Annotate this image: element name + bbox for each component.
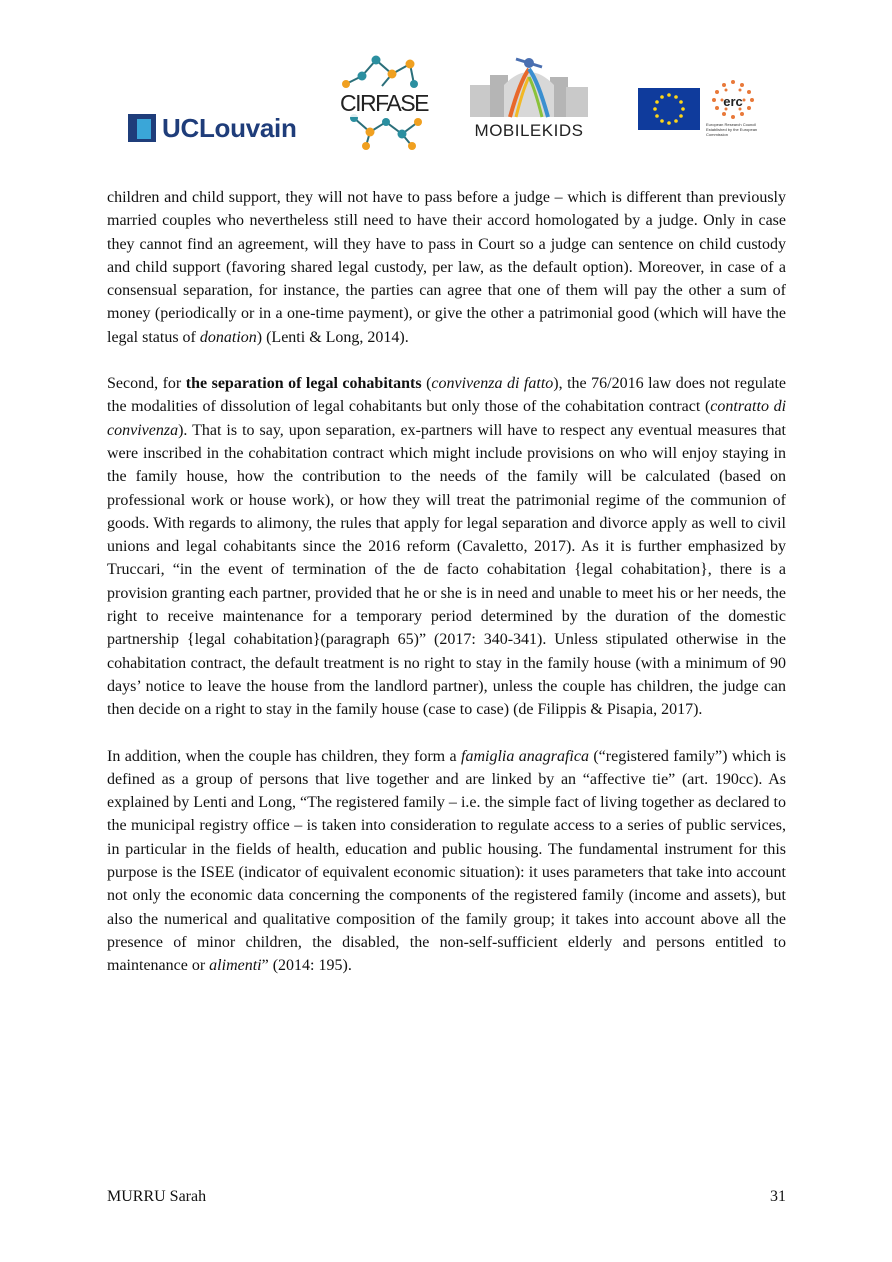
mobilekids-wordmark: MOBILEKIDS: [474, 121, 584, 140]
p2-italic-contratto: contratto di convivenza: [107, 398, 787, 439]
mobilekids-logo: [460, 55, 598, 145]
cirfase-logo: [336, 52, 432, 152]
p1-text-b: ) (Lenti & Long, 2014).: [256, 328, 409, 346]
p1-text-a: children and child support, they will not have to pass before a judge – which is different than previously married couples who nevertheless still need to have their accord homologated by a judge. Only in case they cannot find an agreement, will they have to pass in Court so a judge can sentence on child custody and child support (favoring shared legal custody, per law, as the default option). Moreover, in case of a consensual separation, for instance, the parties can agree that one of them will pay the other a sum of money (periodically or in a one-time payment), or give the other a patrimonial good (which will have the legal status of: [107, 189, 786, 346]
uclouvain-wordmark: UCLouvain: [162, 112, 297, 143]
p2-text-b: (: [421, 375, 432, 393]
erc-full-name: European Research Council: [706, 122, 757, 127]
p2-text-c: ), the 76/2016 law does not regulate the modalities of dissolution of legal cohabitants but only those of the cohabitation contract (: [107, 375, 787, 416]
p3-italic-alimenti: alimenti: [209, 957, 262, 975]
header-logos: [0, 0, 892, 170]
p2-text-a: Second, for: [107, 375, 186, 393]
uclouvain-mark-icon: [128, 114, 156, 142]
paragraph-1: [107, 186, 786, 349]
erc-logo: [704, 76, 776, 138]
uclouvain-logo: [128, 111, 297, 145]
p2-bold-heading: the separation of legal cohabitants: [185, 375, 422, 393]
page-number: 31: [770, 1188, 786, 1205]
p2-italic-convivenza: convivenza di fatto: [431, 375, 554, 393]
erc-caption: [706, 122, 776, 137]
erc-wordmark: erc: [723, 94, 743, 109]
p2-text-d: ). That is to say, upon separation, ex-partners will have to respect any eventual measures that were inscribed in the cohabitation contract which might include provisions on who will enjoy staying in the family house, how the contribution to the needs of the family will be calculated (based on professional work or house work), or how they will treat the patrimonial regime of the communion of goods. With regards to alimony, the rules that apply for legal separation and divorce apply as well to civil unions and legal cohabitants since the 2016 reform (Cavaletto, 2017). As it is further emphasized by Truccari, “in the event of termination of the de facto cohabitation {legal cohabitation}, there is a provision granting each partner, provided that he or she is in need and unable to meet his or her needs, the right to receive maintenance for a temporary period determined by the duration of the domestic partnership {legal cohabitation}(paragraph 65)” (2017: 340-341). Unless stipulated otherwise in the cohabitation contract, the default treatment is no right to stay in the family house (with a minimum of 90 days’ notice to leave the house from the landlord partner), unless the couple has children, the judge can then decide on a right to stay in the family house (case to case) (de Filippis & Pisapia, 2017).: [107, 421, 786, 719]
mobilekids-buildings-icon: [460, 55, 598, 121]
paragraph-3: [107, 745, 786, 978]
body-text: [107, 186, 786, 1001]
p3-text-a: In addition, when the couple has children, they form a: [107, 747, 462, 765]
p3-italic-famiglia: famiglia anagrafica: [461, 747, 589, 765]
footer-author: MURRU Sarah: [107, 1188, 207, 1205]
eu-flag-icon: [638, 88, 700, 130]
paragraph-2: [107, 372, 786, 721]
p3-text-c: ” (2014: 195).: [261, 957, 352, 975]
p3-text-b: (“registered family”) which is defined as a group of persons that live together and are linked by an “affective tie” (art. 190cc). As explained by Lenti and Long, “The registered family – i.e. the simple fact of living together as declared to the municipal registry office – is taken into consideration to regulate access to a series of public services, in particular in the fields of health, education and public housing. The fundamental instrument for this purpose is the ISEE (indicator of equivalent economic situation): it uses parameters that take into account not only the economic data concerning the components of the registered family (income and assets), but also the numerical and qualitative composition of the family group; it takes into account above all the presence of minor children, the disabled, the non-self-sufficient elderly and persons entitled to maintenance or: [107, 747, 786, 975]
cirfase-wordmark: CIRFASE: [336, 90, 432, 117]
p1-italic-donation: donation: [199, 328, 257, 346]
erc-subtitle: Established by the European Commission: [706, 127, 758, 137]
